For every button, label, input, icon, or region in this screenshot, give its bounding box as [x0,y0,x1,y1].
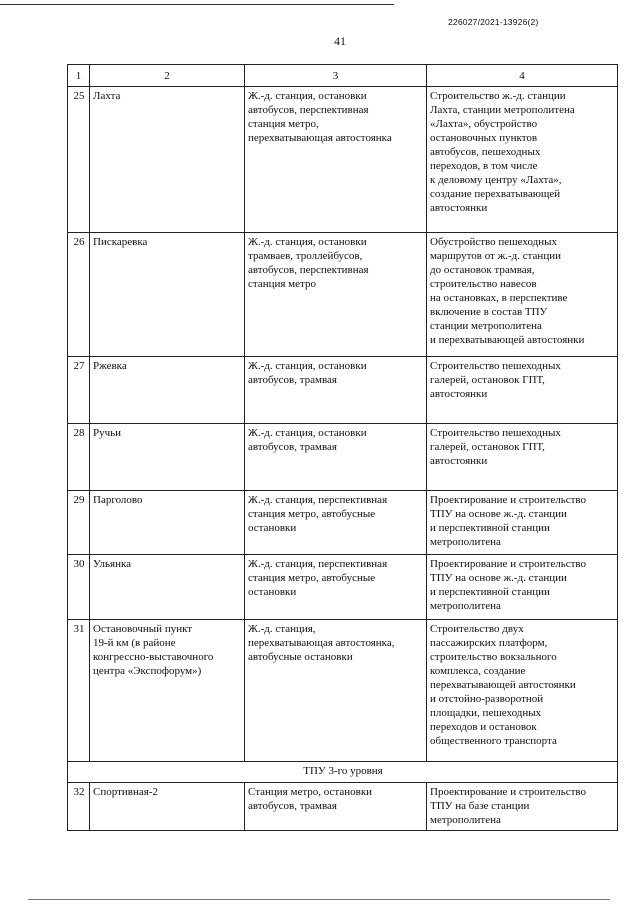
tpu-objects: Ж.-д. станция, перспективная станция метро, автобусные остановки [245,491,427,555]
document-number: 226027/2021-13926(2) [448,17,539,27]
table-row [68,424,618,491]
table-row [68,783,618,831]
table-row [68,357,618,424]
tpu-measures: Строительство двух пассажирских платформ, строительство вокзального комплекса, создание перехватывающей автостоянки и отстойно-разворотной площадки, пешеходных переходов и остановок общественного транспорта [427,620,618,762]
column-header: 1 [68,65,90,87]
table-row [68,491,618,555]
column-header: 2 [90,65,245,87]
row-number: 30 [68,555,90,620]
tpu-name: Ржевка [90,357,245,424]
level-heading-row [68,762,618,783]
table-row [68,555,618,620]
row-number: 28 [68,424,90,491]
tpu-measures: Строительство ж.-д. станции Лахта, станции метрополитена «Лахта», обустройство остановочных пунктов автобусов, пешеходных переходов, в том числе к деловому центру «Лахта», создание перехватывающей автостоянки [427,87,618,233]
tpu-table [67,64,618,831]
bottom-rule [28,899,610,900]
tpu-name: Лахта [90,87,245,233]
table-row [68,87,618,233]
tpu-objects: Ж.-д. станция, остановки трамваев, троллейбусов, автобусов, перспективная станция метро [245,233,427,357]
row-number: 27 [68,357,90,424]
row-number: 25 [68,87,90,233]
table-row [68,620,618,762]
tpu-name: Остановочный пункт 19-й км (в районе конгрессно-выставочного центра «Экспофорум») [90,620,245,762]
tpu-measures: Проектирование и строительство ТПУ на базе станции метрополитена [427,783,618,831]
tpu-objects: Ж.-д. станция, перехватывающая автостоянка, автобусные остановки [245,620,427,762]
row-number: 29 [68,491,90,555]
tpu-name: Пискаревка [90,233,245,357]
column-header: 3 [245,65,427,87]
level-heading: ТПУ 3-го уровня [68,762,618,783]
row-number: 31 [68,620,90,762]
column-header: 4 [427,65,618,87]
tpu-measures: Строительство пешеходных галерей, остановок ГПТ, автостоянки [427,357,618,424]
tpu-objects: Станция метро, остановки автобусов, трамвая [245,783,427,831]
row-number: 26 [68,233,90,357]
tpu-objects: Ж.-д. станция, перспективная станция метро, автобусные остановки [245,555,427,620]
tpu-objects: Ж.-д. станция, остановки автобусов, трамвая [245,424,427,491]
header-row [68,65,618,87]
tpu-objects: Ж.-д. станция, остановки автобусов, перспективная станция метро, перехватывающая автостоянка [245,87,427,233]
tpu-name: Ручьи [90,424,245,491]
tpu-measures: Проектирование и строительство ТПУ на основе ж.-д. станции и перспективной станции метрополитена [427,555,618,620]
tpu-name: Спортивная-2 [90,783,245,831]
tpu-name: Ульянка [90,555,245,620]
table-row [68,233,618,357]
tpu-measures: Обустройство пешеходных маршрутов от ж.-д. станции до остановок трамвая, строительство навесов на остановках, в перспективе включение в состав ТПУ станции метрополитена и перехватывающей автостоянки [427,233,618,357]
top-rule [0,4,394,5]
tpu-measures: Проектирование и строительство ТПУ на основе ж.-д. станции и перспективной станции метрополитена [427,491,618,555]
row-number: 32 [68,783,90,831]
tpu-name: Парголово [90,491,245,555]
page-number: 41 [334,34,346,48]
tpu-objects: Ж.-д. станция, остановки автобусов, трамвая [245,357,427,424]
tpu-measures: Строительство пешеходных галерей, остановок ГПТ, автостоянки [427,424,618,491]
